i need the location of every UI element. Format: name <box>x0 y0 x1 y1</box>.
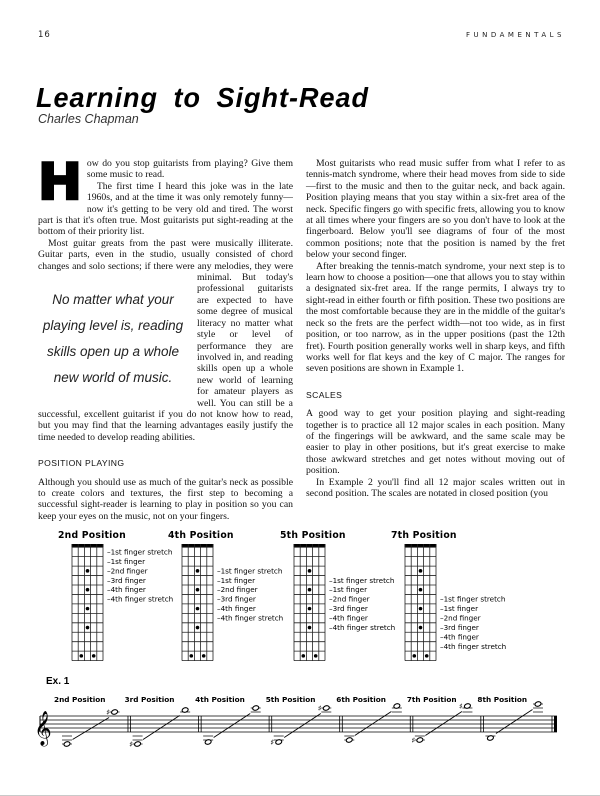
pull-quote-line: No matter what your <box>52 292 174 308</box>
section-heading-position-playing: POSITION PLAYING <box>38 458 125 469</box>
running-section-label: FUNDAMENTALS <box>465 31 565 39</box>
range-line <box>143 716 180 740</box>
sharp-accidental: ♯ <box>411 735 416 745</box>
finger-label: –2nd finger <box>217 585 258 595</box>
finger-label: –3rd finger <box>440 623 479 633</box>
fretboard-grid <box>181 544 296 664</box>
article-author: Charles Chapman <box>38 112 139 126</box>
finger-label: –1st finger stretch <box>440 594 506 604</box>
fret-marker-dot <box>86 569 90 573</box>
finger-label: –4th finger stretch <box>217 613 284 623</box>
article-title: Learning to Sight-Read <box>36 82 369 114</box>
pull-quote-line: playing level is, reading <box>42 318 184 334</box>
sharp-accidental: ♯ <box>270 737 275 747</box>
dropcap: H <box>38 153 82 211</box>
fretboard-title: 5th Position <box>280 530 346 541</box>
left-column <box>38 153 293 522</box>
finger-label: –3rd finger <box>217 594 256 604</box>
note-low <box>346 737 353 743</box>
finger-label: –2nd finger <box>440 613 481 623</box>
fretboard-grid <box>293 544 408 664</box>
paragraph-text: Most guitar greats from the past were musically illiterate. Guitar parts, even in the studio, usually consisted of chord changes and solo sections; if there were any melodies, they <box>38 237 293 272</box>
finger-label: –3rd finger <box>329 604 368 614</box>
finger-label: –4th finger stretch <box>329 623 396 633</box>
finger-label: –1st finger stretch <box>107 547 173 557</box>
pull-quote <box>38 275 188 399</box>
finger-label: –4th finger stretch <box>440 641 507 651</box>
pull-quote-line: new world of music. <box>53 370 173 386</box>
fretboard-grid <box>404 544 519 664</box>
fret-marker-dot <box>196 569 200 573</box>
paragraph: After breaking the tennis-match syndrome, your next step is to learn how to choose a position—one that allows you to stay within a designated six-fret area. If the range permits, I always try to sight-read in either fourth or fifth position. These two positions are the most comfortable because they are in the middle of the guitar's neck so the frets are the perfect width—not too wide, as in first position, or too narrow, as in the upper positions (past the 12th fret). Fourth position generally works well in sharp keys, and fifth works well for flat keys and the key of C major. The ranges for seven positions are shown in Example 1. <box>306 260 565 375</box>
sharp-accidental: ♯ <box>129 739 133 749</box>
note-high <box>111 709 118 715</box>
fret-marker-dot <box>419 588 423 592</box>
sharp-accidental: ♯ <box>106 707 110 717</box>
sharp-accidental: ♯ <box>317 703 322 713</box>
fretboard-grid <box>71 544 186 664</box>
fret-marker-dot <box>86 626 90 630</box>
note-high <box>323 705 330 711</box>
paragraph: Most guitarists who read music suffer from what I refer to as tennis-match syndrome, where their head moves from side to side—first to the music and then to the guitar neck, and back again. Position playing means that you stay within a six-fret area of the neck. Specific fingers go with specific frets, allowing you to know at all times where your fingers are so you don't have to look at the fingerboard. Below you'll see diagrams of four of the most common positions; note that the position is named by the fret below your second finger. <box>306 158 565 261</box>
page-number: 16 <box>38 30 51 40</box>
fret-marker-dot <box>92 654 96 658</box>
notation-example <box>0 688 600 775</box>
finger-label: –2nd finger <box>329 594 370 604</box>
range-line <box>73 718 110 740</box>
measure-label: 5th Position <box>265 695 316 704</box>
measure-label: 6th Position <box>336 695 386 704</box>
paragraph: The first time I heard this joke was in the late 1960s, and at the time it was only remotely funny—now it's getting to be very old and tired. The worst part is that it's often true. Most guitarists put sight-reading at the bottom of their priority list. <box>38 180 293 238</box>
fret-marker-dot <box>80 654 84 658</box>
note-low <box>416 737 423 743</box>
paragraph-text: ow do you stop guitarists from playing? Give them some music to read. <box>86 158 293 181</box>
finger-label: –1st finger <box>440 604 479 614</box>
note-low <box>63 741 70 747</box>
fret-marker-dot <box>425 654 429 658</box>
paragraph: A good way to get your position playing and sight-reading together is to practice all 12 major scales in each position. Many of the fingerings will be awkward, and the same scale may be easier to play in other positions, but it's great exercise to make those awkward stretches and get notes without moving out of position. <box>306 408 565 477</box>
finger-label: –2nd finger <box>107 566 148 576</box>
notation-staff <box>0 688 600 770</box>
pull-quote-line: skills open up a whole <box>46 344 180 360</box>
section-heading-scales: SCALES <box>306 389 343 400</box>
finger-label: –4th finger stretch <box>107 594 174 604</box>
note-high <box>252 705 259 711</box>
fret-marker-dot <box>308 569 312 573</box>
paragraph <box>38 238 293 443</box>
fret-marker-dot <box>196 607 200 611</box>
finger-label: –4th finger <box>329 613 368 623</box>
fret-marker-dot <box>86 588 90 592</box>
fret-marker-dot <box>86 607 90 611</box>
treble-clef-glyph: 𝄞 <box>34 711 52 746</box>
finger-label: –1st finger <box>329 585 368 595</box>
fret-marker-dot <box>308 626 312 630</box>
fret-marker-dot <box>196 626 200 630</box>
fret-marker-dot <box>202 654 206 658</box>
sharp-accidental: ♯ <box>458 701 463 711</box>
right-column <box>306 158 565 522</box>
fretboard-title: 7th Position <box>391 530 457 541</box>
text-columns <box>38 153 565 522</box>
measure-label: 3rd Position <box>124 695 175 704</box>
range-line <box>214 714 251 738</box>
paragraph-text: were minimal. But today's professional guitarists are expected to have some degree of musical literacy no matter what style or level of performance they are involved in, and reading skills open up a whole new world of learning for amateur players as well. You can still be a successful, excellent guitarist if you do not know how to read, but you may find that the learning advantages easily justify the time needed to develop reading abilities. <box>38 260 293 443</box>
fret-marker-dot <box>413 654 417 658</box>
finger-label: –4th finger <box>217 604 256 614</box>
finger-label: –4th finger <box>107 585 146 595</box>
measure-label: 4th Position <box>195 695 245 704</box>
measure-label: 7th Position <box>406 695 457 704</box>
finger-label: –1st finger <box>107 556 146 566</box>
fret-marker-dot <box>419 607 423 611</box>
finger-label: –4th finger <box>440 632 479 642</box>
finger-label: –1st finger stretch <box>329 575 395 585</box>
paragraph: In Example 2 you'll find all 12 major scales written out in second position. The scales are notated in closed position (you <box>306 476 565 499</box>
fret-marker-dot <box>196 588 200 592</box>
paragraph: Although you should use as much of the guitar's neck as possible to create colors and textures, the first step to becoming a successful sight-reader is learning to play in position so you can keep your eyes on the music, not on your fingers. <box>38 476 293 522</box>
fret-marker-dot <box>419 626 423 630</box>
fretboard-title: 2nd Position <box>58 530 126 541</box>
note-low <box>134 741 141 747</box>
finger-label: –3rd finger <box>107 575 146 585</box>
example-label: Ex. 1 <box>46 676 70 687</box>
fret-marker-dot <box>308 607 312 611</box>
range-line <box>284 714 321 738</box>
fret-marker-dot <box>314 654 318 658</box>
fretboard-title: 4th Position <box>168 530 234 541</box>
fret-marker-dot <box>308 588 312 592</box>
finger-label: –1st finger stretch <box>217 566 283 576</box>
finger-label: –1st finger <box>217 575 256 585</box>
range-line <box>496 710 533 734</box>
fret-marker-dot <box>190 654 194 658</box>
measure-label: 2nd Position <box>54 695 106 704</box>
fret-marker-dot <box>302 654 306 658</box>
note-high <box>534 701 541 707</box>
fret-marker-dot <box>419 569 423 573</box>
measure-label: 8th Position <box>477 695 528 704</box>
